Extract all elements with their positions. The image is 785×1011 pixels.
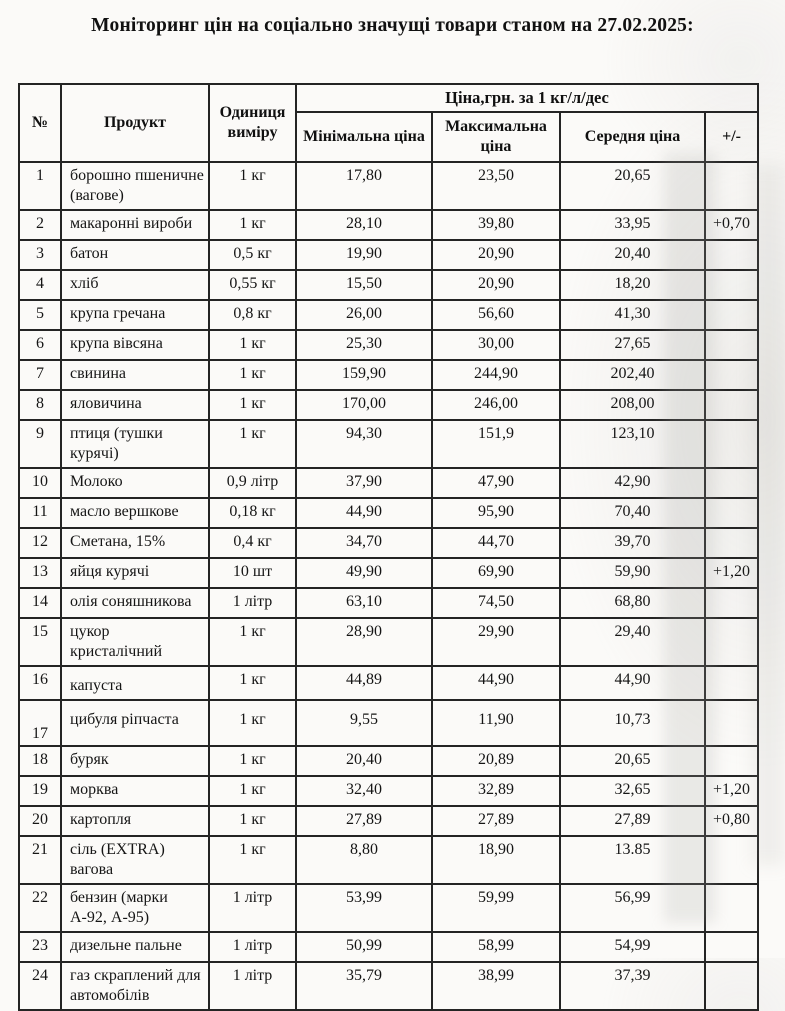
- min-price-cell: 159,90: [296, 360, 432, 390]
- product-cell: морква: [61, 776, 209, 806]
- product-cell: масло вершкове: [61, 498, 209, 528]
- row-number-cell: 12: [19, 528, 61, 558]
- table-row: [19, 962, 758, 1010]
- row-number-cell: 7: [19, 360, 61, 390]
- avg-price-cell: 20,40: [560, 240, 705, 270]
- row-number-cell: 6: [19, 330, 61, 360]
- min-price-cell: 37,90: [296, 468, 432, 498]
- min-price-cell: 53,99: [296, 884, 432, 932]
- max-price-cell: 59,99: [432, 884, 560, 932]
- unit-cell: 1 літр: [209, 884, 296, 932]
- delta-cell: [705, 162, 758, 210]
- delta-cell: [705, 932, 758, 962]
- min-price-cell: 20,40: [296, 746, 432, 776]
- delta-cell: [705, 240, 758, 270]
- min-price-cell: 17,80: [296, 162, 432, 210]
- header-number: №: [19, 84, 61, 162]
- product-cell: свинина: [61, 360, 209, 390]
- delta-cell: +1,20: [705, 558, 758, 588]
- min-price-cell: 63,10: [296, 588, 432, 618]
- header-max-price: Максимальна ціна: [432, 112, 560, 162]
- min-price-cell: 94,30: [296, 420, 432, 468]
- min-price-cell: 26,00: [296, 300, 432, 330]
- delta-cell: +0,70: [705, 210, 758, 240]
- row-number-cell: 14: [19, 588, 61, 618]
- table-row: [19, 270, 758, 300]
- header-product: Продукт: [61, 84, 209, 162]
- table-row: [19, 420, 758, 468]
- unit-cell: 1 кг: [209, 700, 296, 746]
- max-price-cell: 20,89: [432, 746, 560, 776]
- max-price-cell: 58,99: [432, 932, 560, 962]
- avg-price-cell: 202,40: [560, 360, 705, 390]
- min-price-cell: 8,80: [296, 836, 432, 884]
- table-row: [19, 884, 758, 932]
- scanned-document-page: [0, 15, 785, 1004]
- delta-cell: [705, 618, 758, 666]
- unit-cell: 0,5 кг: [209, 240, 296, 270]
- row-number-cell: 8: [19, 390, 61, 420]
- max-price-cell: 95,90: [432, 498, 560, 528]
- row-number-cell: 21: [19, 836, 61, 884]
- product-cell: буряк: [61, 746, 209, 776]
- product-cell: сіль (EXTRA) вагова: [61, 836, 209, 884]
- unit-cell: 1 кг: [209, 420, 296, 468]
- page-title: Моніторинг цін на соціально значущі товари станом на 27.02.2025:: [91, 15, 694, 36]
- unit-cell: 1 літр: [209, 588, 296, 618]
- unit-cell: 1 кг: [209, 330, 296, 360]
- table-row: [19, 932, 758, 962]
- table-row: [19, 210, 758, 240]
- table-row: [19, 300, 758, 330]
- table-row: [19, 746, 758, 776]
- avg-price-cell: 33,95: [560, 210, 705, 240]
- avg-price-cell: 41,30: [560, 300, 705, 330]
- unit-cell: 0,18 кг: [209, 498, 296, 528]
- table-row: [19, 498, 758, 528]
- table-row: [19, 162, 758, 210]
- unit-cell: 10 шт: [209, 558, 296, 588]
- row-number-cell: 11: [19, 498, 61, 528]
- delta-cell: [705, 468, 758, 498]
- table-row: [19, 618, 758, 666]
- header-min-price: Мінімальна ціна: [296, 112, 432, 162]
- min-price-cell: 49,90: [296, 558, 432, 588]
- product-cell: хліб: [61, 270, 209, 300]
- max-price-cell: 56,60: [432, 300, 560, 330]
- avg-price-cell: 18,20: [560, 270, 705, 300]
- unit-cell: 1 кг: [209, 162, 296, 210]
- avg-price-cell: 56,99: [560, 884, 705, 932]
- unit-cell: 1 кг: [209, 776, 296, 806]
- min-price-cell: 19,90: [296, 240, 432, 270]
- delta-cell: [705, 836, 758, 884]
- avg-price-cell: 54,99: [560, 932, 705, 962]
- product-cell: олія соняшникова: [61, 588, 209, 618]
- delta-cell: [705, 330, 758, 360]
- unit-cell: 1 кг: [209, 836, 296, 884]
- product-cell: цибуля ріпчаста: [61, 700, 209, 746]
- avg-price-cell: 27,89: [560, 806, 705, 836]
- min-price-cell: 50,99: [296, 932, 432, 962]
- min-price-cell: 25,30: [296, 330, 432, 360]
- unit-cell: 1 літр: [209, 962, 296, 1010]
- product-cell: Молоко: [61, 468, 209, 498]
- row-number-cell: 17: [19, 700, 61, 746]
- avg-price-cell: 20,65: [560, 746, 705, 776]
- row-number-cell: 4: [19, 270, 61, 300]
- min-price-cell: 35,79: [296, 962, 432, 1010]
- row-number-cell: 1: [19, 162, 61, 210]
- max-price-cell: 47,90: [432, 468, 560, 498]
- unit-cell: 1 кг: [209, 360, 296, 390]
- table-row: [19, 528, 758, 558]
- product-cell: цукор кристалічний: [61, 618, 209, 666]
- max-price-cell: 74,50: [432, 588, 560, 618]
- table-row: [19, 588, 758, 618]
- price-table: [18, 83, 759, 1011]
- min-price-cell: 32,40: [296, 776, 432, 806]
- avg-price-cell: 44,90: [560, 666, 705, 700]
- row-number-cell: 15: [19, 618, 61, 666]
- row-number-cell: 10: [19, 468, 61, 498]
- delta-cell: [705, 300, 758, 330]
- max-price-cell: 44,70: [432, 528, 560, 558]
- product-cell: крупа вівсяна: [61, 330, 209, 360]
- row-number-cell: 16: [19, 666, 61, 700]
- row-number-cell: 2: [19, 210, 61, 240]
- avg-price-cell: 32,65: [560, 776, 705, 806]
- row-number-cell: 3: [19, 240, 61, 270]
- avg-price-cell: 208,00: [560, 390, 705, 420]
- table-row: [19, 390, 758, 420]
- avg-price-cell: 10,73: [560, 700, 705, 746]
- row-number-cell: 9: [19, 420, 61, 468]
- max-price-cell: 20,90: [432, 240, 560, 270]
- row-number-cell: 22: [19, 884, 61, 932]
- header-unit: Одиниця виміру: [209, 84, 296, 162]
- max-price-cell: 32,89: [432, 776, 560, 806]
- delta-cell: [705, 390, 758, 420]
- product-cell: птиця (тушки курячі): [61, 420, 209, 468]
- max-price-cell: 39,80: [432, 210, 560, 240]
- max-price-cell: 18,90: [432, 836, 560, 884]
- product-cell: Сметана, 15%: [61, 528, 209, 558]
- product-cell: газ скраплений для автомобілів: [61, 962, 209, 1010]
- product-cell: батон: [61, 240, 209, 270]
- row-number-cell: 5: [19, 300, 61, 330]
- unit-cell: 1 кг: [209, 666, 296, 700]
- delta-cell: +1,20: [705, 776, 758, 806]
- delta-cell: [705, 588, 758, 618]
- avg-price-cell: 29,40: [560, 618, 705, 666]
- min-price-cell: 34,70: [296, 528, 432, 558]
- header-price-group: Ціна,грн. за 1 кг/л/дес: [296, 84, 758, 112]
- table-row: [19, 360, 758, 390]
- min-price-cell: 15,50: [296, 270, 432, 300]
- min-price-cell: 44,90: [296, 498, 432, 528]
- delta-cell: [705, 270, 758, 300]
- unit-cell: 1 кг: [209, 618, 296, 666]
- max-price-cell: 38,99: [432, 962, 560, 1010]
- min-price-cell: 44,89: [296, 666, 432, 700]
- header-avg-price: Середня ціна: [560, 112, 705, 162]
- product-cell: яловичина: [61, 390, 209, 420]
- table-row: [19, 836, 758, 884]
- delta-cell: [705, 360, 758, 390]
- avg-price-cell: 37,39: [560, 962, 705, 1010]
- max-price-cell: 44,90: [432, 666, 560, 700]
- price-table-header: [19, 84, 758, 162]
- product-cell: крупа гречана: [61, 300, 209, 330]
- unit-cell: 1 кг: [209, 806, 296, 836]
- avg-price-cell: 59,90: [560, 558, 705, 588]
- table-row: [19, 700, 758, 746]
- product-cell: борошно пшеничне (вагове): [61, 162, 209, 210]
- row-number-cell: 18: [19, 746, 61, 776]
- max-price-cell: 69,90: [432, 558, 560, 588]
- table-row: [19, 776, 758, 806]
- max-price-cell: 29,90: [432, 618, 560, 666]
- avg-price-cell: 68,80: [560, 588, 705, 618]
- row-number-cell: 20: [19, 806, 61, 836]
- delta-cell: [705, 962, 758, 1010]
- delta-cell: [705, 884, 758, 932]
- unit-cell: 1 кг: [209, 210, 296, 240]
- max-price-cell: 27,89: [432, 806, 560, 836]
- product-cell: яйця курячі: [61, 558, 209, 588]
- unit-cell: 0,9 літр: [209, 468, 296, 498]
- unit-cell: 1 кг: [209, 746, 296, 776]
- price-table-body: [19, 162, 758, 1010]
- delta-cell: [705, 666, 758, 700]
- avg-price-cell: 42,90: [560, 468, 705, 498]
- product-cell: макаронні вироби: [61, 210, 209, 240]
- product-cell: картопля: [61, 806, 209, 836]
- product-cell: капуста: [61, 666, 209, 700]
- row-number-cell: 19: [19, 776, 61, 806]
- unit-cell: 1 кг: [209, 390, 296, 420]
- delta-cell: [705, 746, 758, 776]
- unit-cell: 0,4 кг: [209, 528, 296, 558]
- max-price-cell: 20,90: [432, 270, 560, 300]
- header-delta: +/-: [705, 112, 758, 162]
- avg-price-cell: 27,65: [560, 330, 705, 360]
- max-price-cell: 23,50: [432, 162, 560, 210]
- product-cell: бензин (марки А-92, А-95): [61, 884, 209, 932]
- delta-cell: +0,80: [705, 806, 758, 836]
- table-row: [19, 468, 758, 498]
- row-number-cell: 24: [19, 962, 61, 1010]
- min-price-cell: 27,89: [296, 806, 432, 836]
- avg-price-cell: 123,10: [560, 420, 705, 468]
- avg-price-cell: 20,65: [560, 162, 705, 210]
- min-price-cell: 28,90: [296, 618, 432, 666]
- table-row: [19, 330, 758, 360]
- table-row: [19, 240, 758, 270]
- unit-cell: 0,55 кг: [209, 270, 296, 300]
- table-row: [19, 806, 758, 836]
- max-price-cell: 11,90: [432, 700, 560, 746]
- delta-cell: [705, 420, 758, 468]
- avg-price-cell: 39,70: [560, 528, 705, 558]
- row-number-cell: 23: [19, 932, 61, 962]
- max-price-cell: 30,00: [432, 330, 560, 360]
- min-price-cell: 28,10: [296, 210, 432, 240]
- header-row-group: [19, 84, 758, 112]
- max-price-cell: 151,9: [432, 420, 560, 468]
- max-price-cell: 246,00: [432, 390, 560, 420]
- unit-cell: 0,8 кг: [209, 300, 296, 330]
- table-row: [19, 666, 758, 700]
- delta-cell: [705, 700, 758, 746]
- unit-cell: 1 літр: [209, 932, 296, 962]
- min-price-cell: 9,55: [296, 700, 432, 746]
- row-number-cell: 13: [19, 558, 61, 588]
- avg-price-cell: 70,40: [560, 498, 705, 528]
- avg-price-cell: 13.85: [560, 836, 705, 884]
- max-price-cell: 244,90: [432, 360, 560, 390]
- product-cell: дизельне пальне: [61, 932, 209, 962]
- delta-cell: [705, 528, 758, 558]
- table-row: [19, 558, 758, 588]
- min-price-cell: 170,00: [296, 390, 432, 420]
- delta-cell: [705, 498, 758, 528]
